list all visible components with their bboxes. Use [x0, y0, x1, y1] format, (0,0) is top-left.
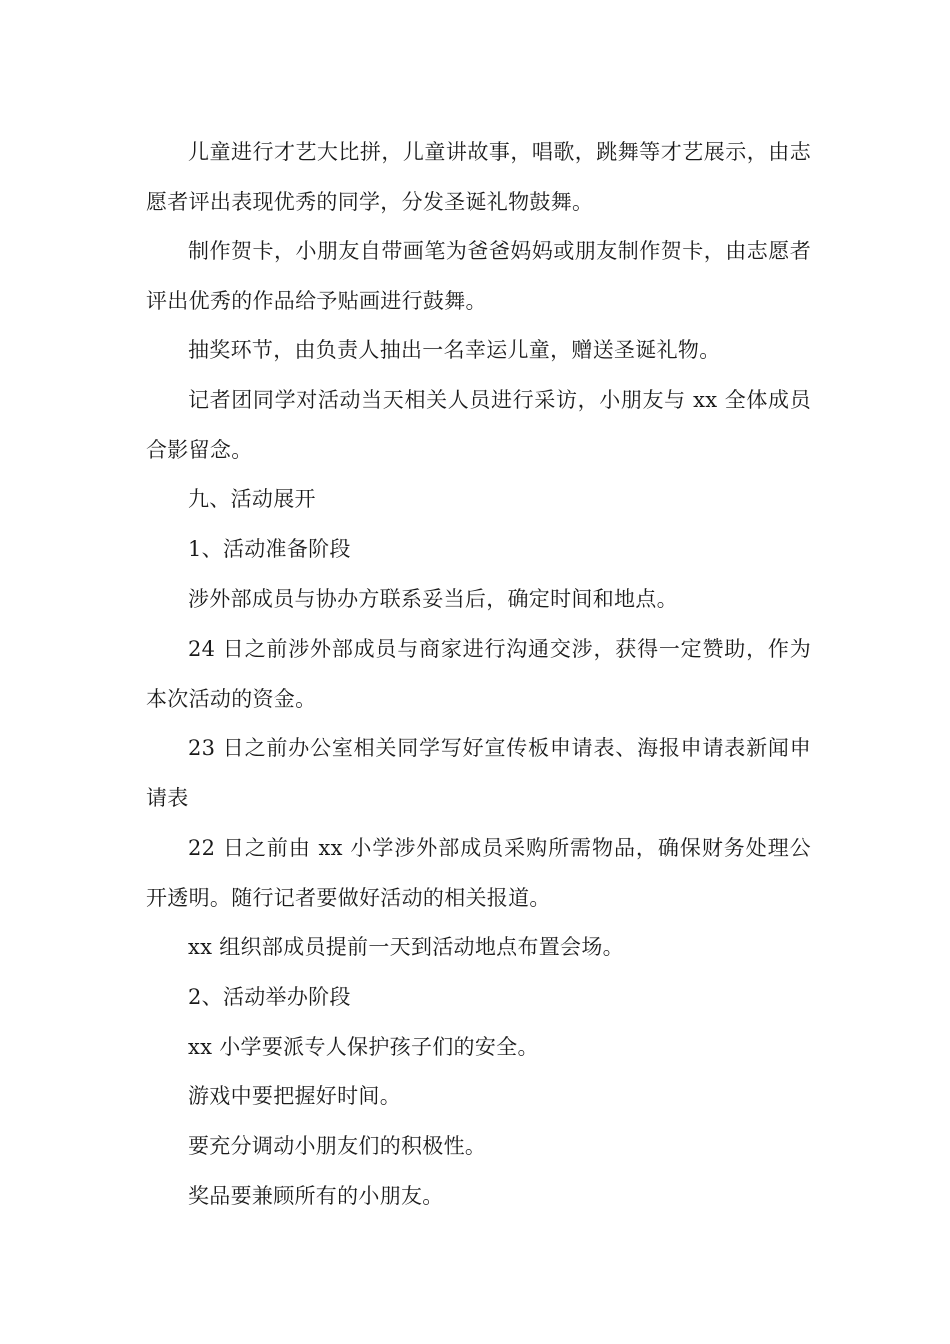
subsection-heading-preparation: 1、活动准备阶段 — [188, 537, 351, 561]
paragraph-venue-setup: xx 组织部成员提前一天到活动地点布置会场。 — [188, 935, 624, 959]
paragraph-sponsorship: 24 日之前涉外部成员与商家进行沟通交涉，获得一定赞助，作为本次活动的资金。 — [146, 637, 811, 711]
paragraph-greeting-cards: 制作贺卡，小朋友自带画笔为爸爸妈妈或朋友制作贺卡，由志愿者评出优秀的作品给予贴画进行鼓舞。 — [146, 239, 811, 313]
paragraph-talent-show: 儿童进行才艺大比拼，儿童讲故事，唱歌，跳舞等才艺展示，由志愿者评出表现优秀的同学，分发圣诞礼物鼓舞。 — [146, 140, 811, 214]
paragraph-contact-partners: 涉外部成员与协办方联系妥当后，确定时间和地点。 — [188, 587, 678, 611]
paragraph-purchasing: 22 日之前由 xx 小学涉外部成员采购所需物品，确保财务处理公开透明。随行记者要做好活动的相关报道。 — [146, 836, 811, 910]
section-heading-activity: 九、活动展开 — [188, 487, 316, 511]
paragraph-prizes: 奖品要兼顾所有的小朋友。 — [188, 1184, 444, 1208]
paragraph-applications: 23 日之前办公室相关同学写好宣传板申请表、海报申请表新闻申请表 — [146, 736, 811, 810]
paragraph-timing: 游戏中要把握好时间。 — [188, 1084, 401, 1108]
paragraph-safety: xx 小学要派专人保护孩子们的安全。 — [188, 1035, 539, 1059]
paragraph-lottery: 抽奖环节，由负责人抽出一名幸运儿童，赠送圣诞礼物。 — [188, 338, 721, 362]
paragraph-interviews: 记者团同学对活动当天相关人员进行采访，小朋友与 xx 全体成员合影留念。 — [146, 388, 811, 462]
subsection-heading-execution: 2、活动举办阶段 — [188, 985, 351, 1009]
paragraph-engagement: 要充分调动小朋友们的积极性。 — [188, 1134, 487, 1158]
